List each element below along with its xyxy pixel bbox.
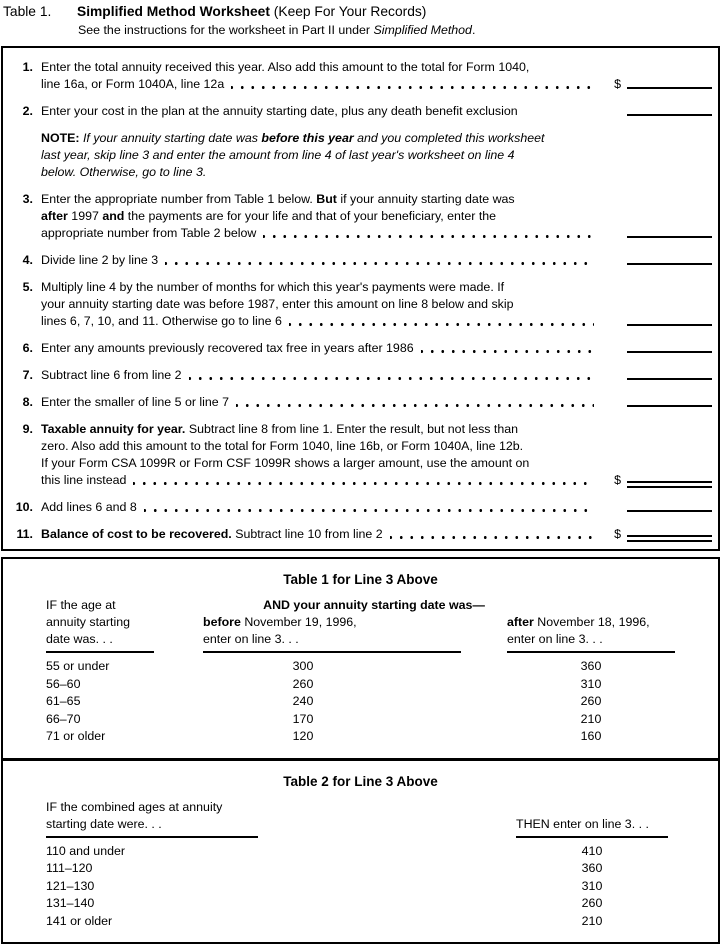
table2-section bbox=[3, 774, 718, 943]
text-line: Enter your cost in the plan at the annuity starting date, plus any death benefit exclusion bbox=[41, 104, 518, 118]
text-line: zero. Also add this amount to the total for Form 1040, line 16b, or Form 1040A, line 12b. bbox=[41, 439, 524, 453]
table2-header bbox=[46, 799, 718, 838]
text-line: after 1997 and the payments are for your life and that of your beneficiary, enter the bbox=[41, 209, 497, 223]
table2-row bbox=[46, 843, 718, 861]
worksheet-line-1 bbox=[3, 59, 712, 93]
table1-header bbox=[46, 597, 718, 653]
worksheet-line-5 bbox=[3, 279, 712, 330]
age-range: 55 or under bbox=[46, 659, 110, 673]
value-after: 210 bbox=[580, 711, 602, 726]
value-before: 260 bbox=[292, 676, 314, 691]
entry-field bbox=[602, 236, 712, 242]
subtitle-italic-term: Simplified Method bbox=[373, 23, 472, 37]
line-text bbox=[41, 340, 602, 357]
entry-line-single bbox=[627, 324, 712, 326]
entry-line-double bbox=[627, 481, 712, 488]
text-line: below. Otherwise, go to line 3. bbox=[41, 165, 207, 179]
table1-right-header bbox=[203, 597, 675, 653]
dot-leader bbox=[133, 472, 594, 489]
entry-field bbox=[602, 473, 712, 489]
dollar-sign: $ bbox=[614, 77, 621, 91]
worksheet-line-4 bbox=[3, 252, 712, 269]
table1-row bbox=[46, 728, 718, 746]
text-line bbox=[41, 76, 602, 93]
text-line-content: Add lines 6 and 8 bbox=[41, 500, 137, 514]
combined-age-range: 111–120 bbox=[46, 861, 93, 875]
dot-leader bbox=[236, 394, 594, 411]
line-text bbox=[41, 252, 602, 269]
age-range: 66–70 bbox=[46, 711, 81, 726]
table1-row bbox=[46, 693, 718, 711]
dot-leader bbox=[231, 76, 594, 93]
dot-leader bbox=[165, 252, 594, 269]
text-line-content: this line instead bbox=[41, 473, 127, 487]
line-number: 1. bbox=[22, 60, 33, 74]
age-range: 71 or older bbox=[46, 729, 106, 743]
value-after: 310 bbox=[580, 676, 602, 691]
table2-col1-header: IF the combined ages at annuity starting date were. . . bbox=[46, 799, 258, 838]
value-after: 360 bbox=[580, 659, 602, 673]
text-line bbox=[41, 252, 602, 269]
page-title: Simplified Method Worksheet bbox=[77, 4, 270, 19]
value-after: 160 bbox=[580, 729, 602, 743]
combined-age-range: 110 and under bbox=[46, 843, 126, 858]
lookup-tables-box bbox=[1, 557, 720, 944]
dot-leader bbox=[289, 313, 594, 330]
text-line: NOTE: If your annuity starting date was before this year and you completed this worksheet bbox=[41, 131, 545, 145]
text-line-content: Divide line 2 by line 3 bbox=[41, 253, 159, 267]
line-number: 9. bbox=[22, 422, 33, 436]
value-after: 260 bbox=[580, 694, 602, 708]
line-text bbox=[41, 130, 602, 181]
text-line: your annuity starting date was before 1987, enter this amount on line 8 below and skip bbox=[41, 297, 514, 311]
worksheet-line-10 bbox=[3, 499, 712, 516]
line-text bbox=[41, 421, 602, 489]
table1-row bbox=[46, 676, 718, 694]
page-title-suffix: (Keep For Your Records) bbox=[273, 4, 427, 19]
value-before: 120 bbox=[292, 729, 314, 743]
entry-line-single bbox=[627, 114, 712, 116]
value-before: 300 bbox=[292, 659, 314, 673]
table2-row bbox=[46, 895, 718, 913]
table-label: Table 1. bbox=[3, 4, 52, 19]
text-line-content: Enter the smaller of line 5 or line 7 bbox=[41, 395, 230, 409]
text-line: If your Form CSA 1099R or Form CSF 1099R shows a larger amount, use the amount on bbox=[41, 456, 530, 470]
text-line bbox=[41, 367, 602, 384]
text-line bbox=[41, 313, 602, 330]
text-line: Taxable annuity for year. Subtract line 8 from line 1. Enter the result, but not less than bbox=[41, 422, 519, 436]
line-number: 2. bbox=[22, 104, 33, 118]
dollar-sign: $ bbox=[614, 527, 621, 541]
table1-col1-header: IF the age at annuity starting date was. . . bbox=[46, 597, 154, 653]
line-text bbox=[41, 191, 602, 242]
entry-field bbox=[602, 179, 712, 181]
subtitle-text: See the instructions for the worksheet in Part II under bbox=[78, 23, 374, 37]
entry-field bbox=[602, 77, 712, 93]
table2-row bbox=[46, 860, 718, 878]
entry-field bbox=[602, 527, 712, 543]
entry-line-single bbox=[627, 87, 712, 89]
value-enter: 310 bbox=[581, 878, 603, 893]
line-text bbox=[41, 499, 602, 516]
text-line bbox=[41, 472, 602, 489]
entry-field bbox=[602, 378, 712, 384]
value-before: 240 bbox=[292, 694, 314, 708]
line-number: 8. bbox=[22, 395, 33, 409]
worksheet-line-7 bbox=[3, 367, 712, 384]
line-text bbox=[41, 394, 602, 411]
line-number bbox=[3, 130, 41, 181]
age-range: 56–60 bbox=[46, 676, 81, 691]
line-text bbox=[41, 367, 602, 384]
dot-leader bbox=[421, 340, 594, 357]
table2-rows bbox=[46, 843, 718, 931]
line-number: 7. bbox=[22, 368, 33, 382]
text-line: Enter the total annuity received this year. Also add this amount to the total for Form 1040, bbox=[41, 60, 530, 74]
dot-leader bbox=[189, 367, 595, 384]
line-number: 4. bbox=[22, 253, 33, 267]
worksheet-line-2 bbox=[3, 103, 712, 120]
text-line bbox=[41, 526, 602, 543]
line-text bbox=[41, 103, 602, 120]
text-line-content: Subtract line 6 from line 2 bbox=[41, 368, 182, 382]
table1-col2-header: before November 19, 1996, enter on line 3. . . bbox=[203, 614, 461, 653]
worksheet-box bbox=[1, 46, 720, 551]
title-line bbox=[3, 3, 721, 20]
text-line-content: appropriate number from Table 2 below bbox=[41, 226, 257, 240]
dot-leader bbox=[390, 526, 594, 543]
table1-col3-header: after November 18, 1996, enter on line 3. . . bbox=[507, 614, 675, 653]
line-number: 6. bbox=[22, 341, 33, 355]
table1-row bbox=[46, 658, 718, 676]
entry-line-double bbox=[627, 535, 712, 542]
entry-line-single bbox=[627, 378, 712, 380]
table1-section bbox=[3, 572, 718, 761]
dot-leader bbox=[144, 499, 594, 516]
entry-line-single bbox=[627, 351, 712, 353]
dot-leader bbox=[263, 225, 594, 242]
text-line: Multiply line 4 by the number of months for which this year's payments were made. If bbox=[41, 280, 505, 294]
text-line-content: Balance of cost to be recovered. Subtract line 10 from line 2 bbox=[41, 527, 383, 541]
worksheet-line-6 bbox=[3, 340, 712, 357]
entry-line-single bbox=[627, 510, 712, 512]
line-number: 11. bbox=[16, 527, 33, 541]
text-line bbox=[41, 225, 602, 242]
table1-title: Table 1 for Line 3 Above bbox=[283, 572, 438, 587]
worksheet-line-8 bbox=[3, 394, 712, 411]
line-number: 5. bbox=[22, 280, 33, 294]
table2-row bbox=[46, 878, 718, 896]
page-subtitle bbox=[78, 22, 721, 39]
value-enter: 360 bbox=[581, 861, 603, 875]
entry-field bbox=[602, 114, 712, 120]
combined-age-range: 131–140 bbox=[46, 896, 95, 910]
text-line-content: Enter any amounts previously recovered tax free in years after 1986 bbox=[41, 341, 414, 355]
table2-title: Table 2 for Line 3 Above bbox=[283, 773, 438, 789]
entry-field bbox=[602, 510, 712, 516]
value-enter: 410 bbox=[581, 843, 603, 858]
value-before: 170 bbox=[292, 711, 314, 726]
table1-rows bbox=[46, 658, 718, 746]
value-enter: 210 bbox=[581, 913, 603, 928]
text-line-content: line 16a, or Form 1040A, line 12a bbox=[41, 77, 225, 91]
worksheet-line-11 bbox=[3, 526, 712, 543]
line-text bbox=[41, 59, 602, 93]
combined-age-range: 121–130 bbox=[46, 878, 95, 893]
table1-subheaders bbox=[203, 614, 675, 653]
document-header bbox=[0, 0, 721, 39]
dollar-sign: $ bbox=[614, 473, 621, 487]
line-text bbox=[41, 279, 602, 330]
entry-field bbox=[602, 351, 712, 357]
table2-col2-header: THEN enter on line 3. . . bbox=[516, 816, 668, 838]
text-line: last year, skip line 3 and enter the amount from line 4 of last year's worksheet on line 4 bbox=[41, 148, 515, 162]
line-number: 3. bbox=[22, 192, 33, 206]
age-range: 61–65 bbox=[46, 694, 81, 708]
worksheet-line-9 bbox=[3, 421, 712, 489]
line-number: 10. bbox=[15, 500, 33, 514]
text-line bbox=[41, 340, 602, 357]
worksheet-note bbox=[3, 130, 712, 181]
entry-line-single bbox=[627, 263, 712, 265]
entry-field bbox=[602, 324, 712, 330]
entry-line-single bbox=[627, 405, 712, 407]
worksheet-line-3 bbox=[3, 191, 712, 242]
text-line bbox=[41, 499, 602, 516]
subtitle-period: . bbox=[471, 23, 476, 37]
combined-age-range: 141 or older bbox=[46, 913, 113, 928]
text-line: Enter the appropriate number from Table 1 below. But if your annuity starting date was bbox=[41, 192, 515, 206]
text-line bbox=[41, 394, 602, 411]
text-line-content: lines 6, 7, 10, and 11. Otherwise go to line 6 bbox=[41, 314, 282, 328]
table2-row bbox=[46, 913, 718, 931]
table1-and-header: AND your annuity starting date was— bbox=[263, 598, 485, 612]
table1-row bbox=[46, 711, 718, 729]
value-enter: 260 bbox=[581, 896, 603, 910]
entry-line-single bbox=[627, 236, 712, 238]
entry-field bbox=[602, 405, 712, 411]
line-text bbox=[41, 526, 602, 543]
entry-field bbox=[602, 263, 712, 269]
